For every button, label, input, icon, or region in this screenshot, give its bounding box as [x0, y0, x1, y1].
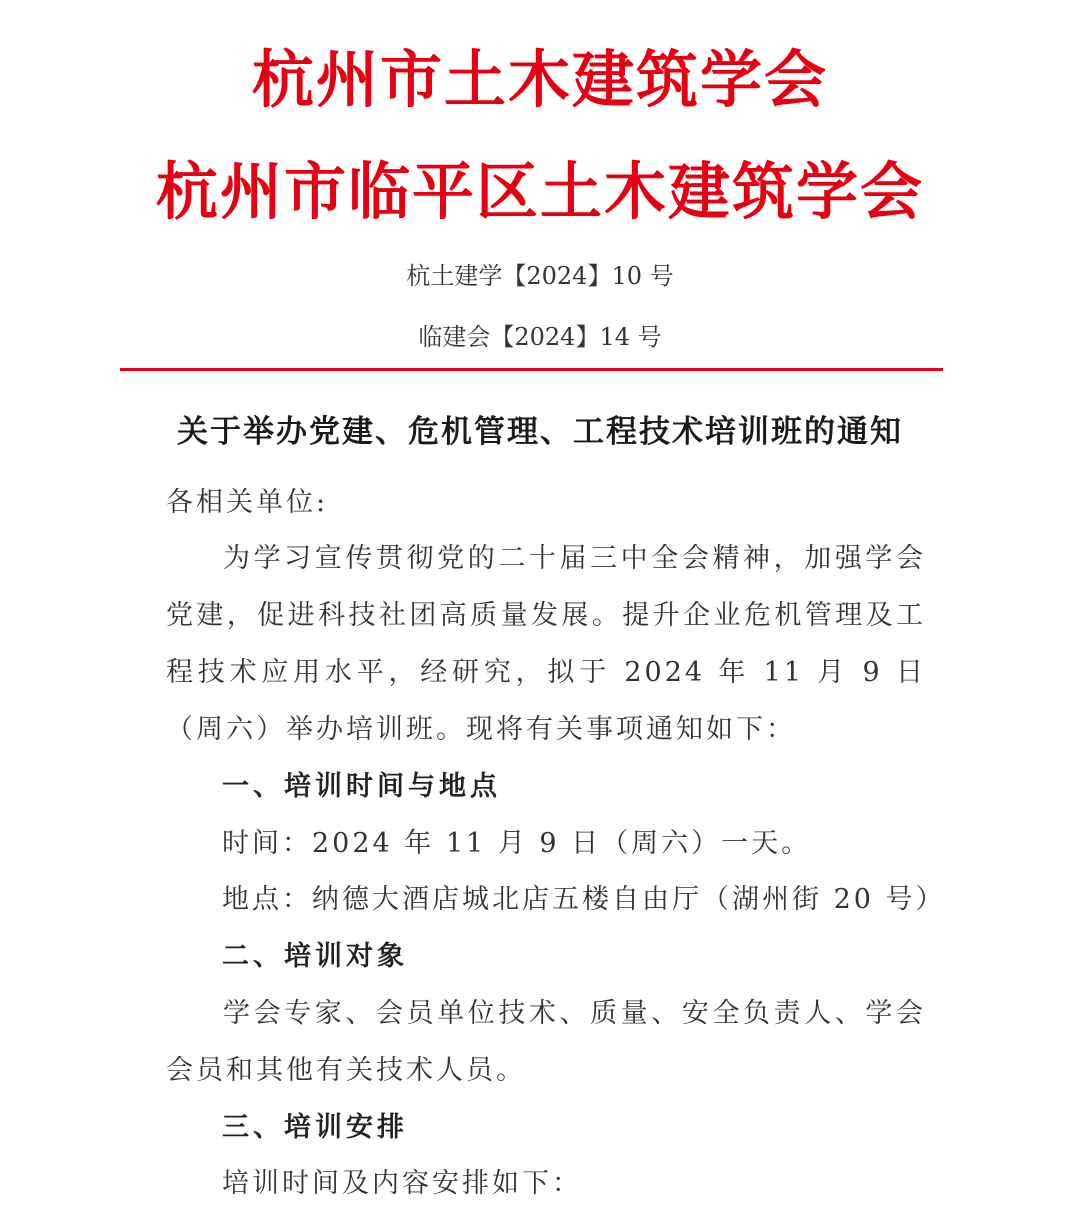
notice-title: 关于举办党建、危机管理、工程技术培训班的通知	[177, 414, 903, 450]
section-heading-time-place: 一、培训时间与地点	[222, 771, 501, 802]
document-number-1: 杭土建学【2024】10 号	[406, 262, 674, 290]
issuing-org-title-1: 杭州市土木建筑学会	[251, 43, 828, 116]
greeting: 各相关单位:	[166, 487, 329, 518]
intro-paragraph: 为学习宣传贯彻党的二十届三中全会精神，加强学会党建，促进科技社团高质量发展。提升企业危机管理及工程技术应用水平，经研究，拟于 2024 年 11 月 9 日（周六）举办培训班。现将有关事项通知如下：	[166, 543, 926, 745]
training-time: 时间：2024 年 11 月 9 日（周六）一天。	[222, 828, 812, 859]
red-divider-line	[120, 368, 943, 371]
section-heading-arrangement: 三、培训安排	[222, 1112, 408, 1143]
section-heading-target: 二、培训对象	[222, 941, 408, 972]
training-place: 地点：纳德大酒店城北店五楼自由厅（湖州街 20 号）	[222, 884, 946, 915]
issuing-org-title-2: 杭州市临平区土木建筑学会	[155, 155, 924, 228]
target-paragraph: 学会专家、会员单位技术、质量、安全负责人、学会会员和其他有关技术人员。	[166, 998, 926, 1086]
arrangement-intro: 培训时间及内容安排如下：	[222, 1168, 582, 1199]
document-number-2: 临建会【2024】14 号	[418, 323, 662, 351]
